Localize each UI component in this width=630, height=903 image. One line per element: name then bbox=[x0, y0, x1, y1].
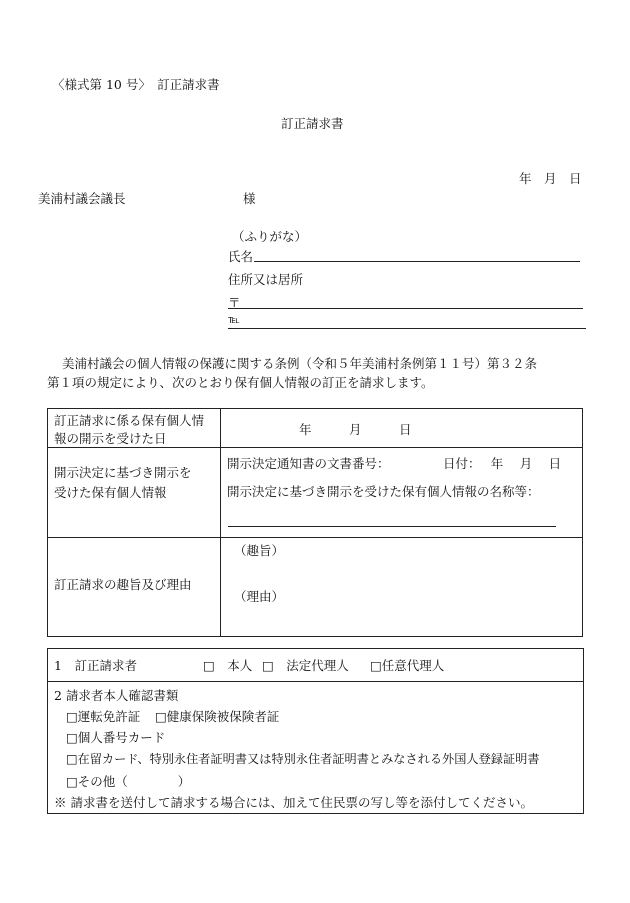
date-field[interactable]: 年 月 日 bbox=[519, 171, 582, 186]
requester-info-table bbox=[47, 648, 584, 814]
addressee-name: 美浦村議会議長 bbox=[38, 191, 126, 206]
statement-line-2: 第１項の規定により、次のとおり保有個人情報の訂正を請求します。 bbox=[47, 375, 434, 390]
id-mynumber-checkbox[interactable]: □個人番号カード bbox=[66, 730, 166, 745]
requester-type-agent-checkbox[interactable]: □任意代理人 bbox=[370, 658, 445, 673]
form-number-label: 〈様式第 10 号〉 訂正請求書 bbox=[52, 77, 220, 92]
purpose-label: （趣旨） bbox=[234, 543, 285, 558]
addressee-honorific: 様 bbox=[243, 191, 256, 206]
disclosure-date-label-1: 訂正請求に係る保有個人情 bbox=[54, 413, 205, 428]
disclosure-date-label-2: 報の開示を受けた日 bbox=[54, 431, 167, 446]
tel-mark: ℡ bbox=[228, 313, 240, 326]
disclosed-info-name-label: 開示決定に基づき開示を受けた保有個人情報の名称等： bbox=[227, 484, 540, 499]
disclosed-info-label-2: 受けた保有個人情報 bbox=[54, 485, 167, 500]
id-docs-label: 2 請求者本人確認書類 bbox=[54, 688, 179, 703]
postal-input-line[interactable] bbox=[228, 308, 583, 309]
tel-input-line[interactable] bbox=[228, 328, 586, 329]
id-insurance-checkbox[interactable]: □健康保険被保険者証 bbox=[155, 709, 280, 724]
purpose-reason-label: 訂正請求の趣旨及び理由 bbox=[54, 577, 192, 592]
doc-date-label[interactable]: 日付： 年 月 日 bbox=[443, 456, 562, 471]
postal-mark: 〒 bbox=[228, 295, 241, 310]
document-title: 訂正請求書 bbox=[281, 116, 344, 131]
id-license-checkbox[interactable]: □運転免許証 bbox=[66, 709, 141, 724]
requester-type-legal-checkbox[interactable]: □ 法定代理人 bbox=[262, 658, 349, 673]
address-label: 住所又は居所 bbox=[228, 272, 304, 287]
doc-number-label: 開示決定通知書の文書番号： bbox=[227, 456, 390, 471]
statement-line-1: 美浦村議会の個人情報の保護に関する条例（令和５年美浦村条例第１１号）第３２条 bbox=[62, 356, 538, 371]
requester-type-label: 1 訂正請求者 bbox=[54, 658, 137, 673]
reason-label: （理由） bbox=[234, 589, 285, 604]
id-other-checkbox[interactable]: □その他（ ） bbox=[66, 774, 191, 789]
disclosed-info-label-1: 開示決定に基づき開示を bbox=[54, 465, 192, 480]
id-docs-note: ※ 請求書を送付して請求する場合には、加えて住民票の写し等を添付してください。 bbox=[54, 795, 533, 810]
request-details-table bbox=[47, 408, 583, 637]
id-residence-checkbox[interactable]: □在留カード、特別永住者証明書又は特別永住者証明書とみなされる外国人登録証明書 bbox=[66, 752, 540, 766]
name-input-line[interactable] bbox=[254, 261, 580, 262]
name-label: 氏名 bbox=[228, 249, 254, 264]
requester-type-self-checkbox[interactable]: □ 本人 bbox=[203, 658, 253, 673]
furigana-label: （ふりがな） bbox=[232, 229, 308, 244]
disclosure-date-value[interactable]: 年 月 日 bbox=[299, 422, 412, 437]
disclosed-info-name-line[interactable] bbox=[228, 526, 556, 527]
